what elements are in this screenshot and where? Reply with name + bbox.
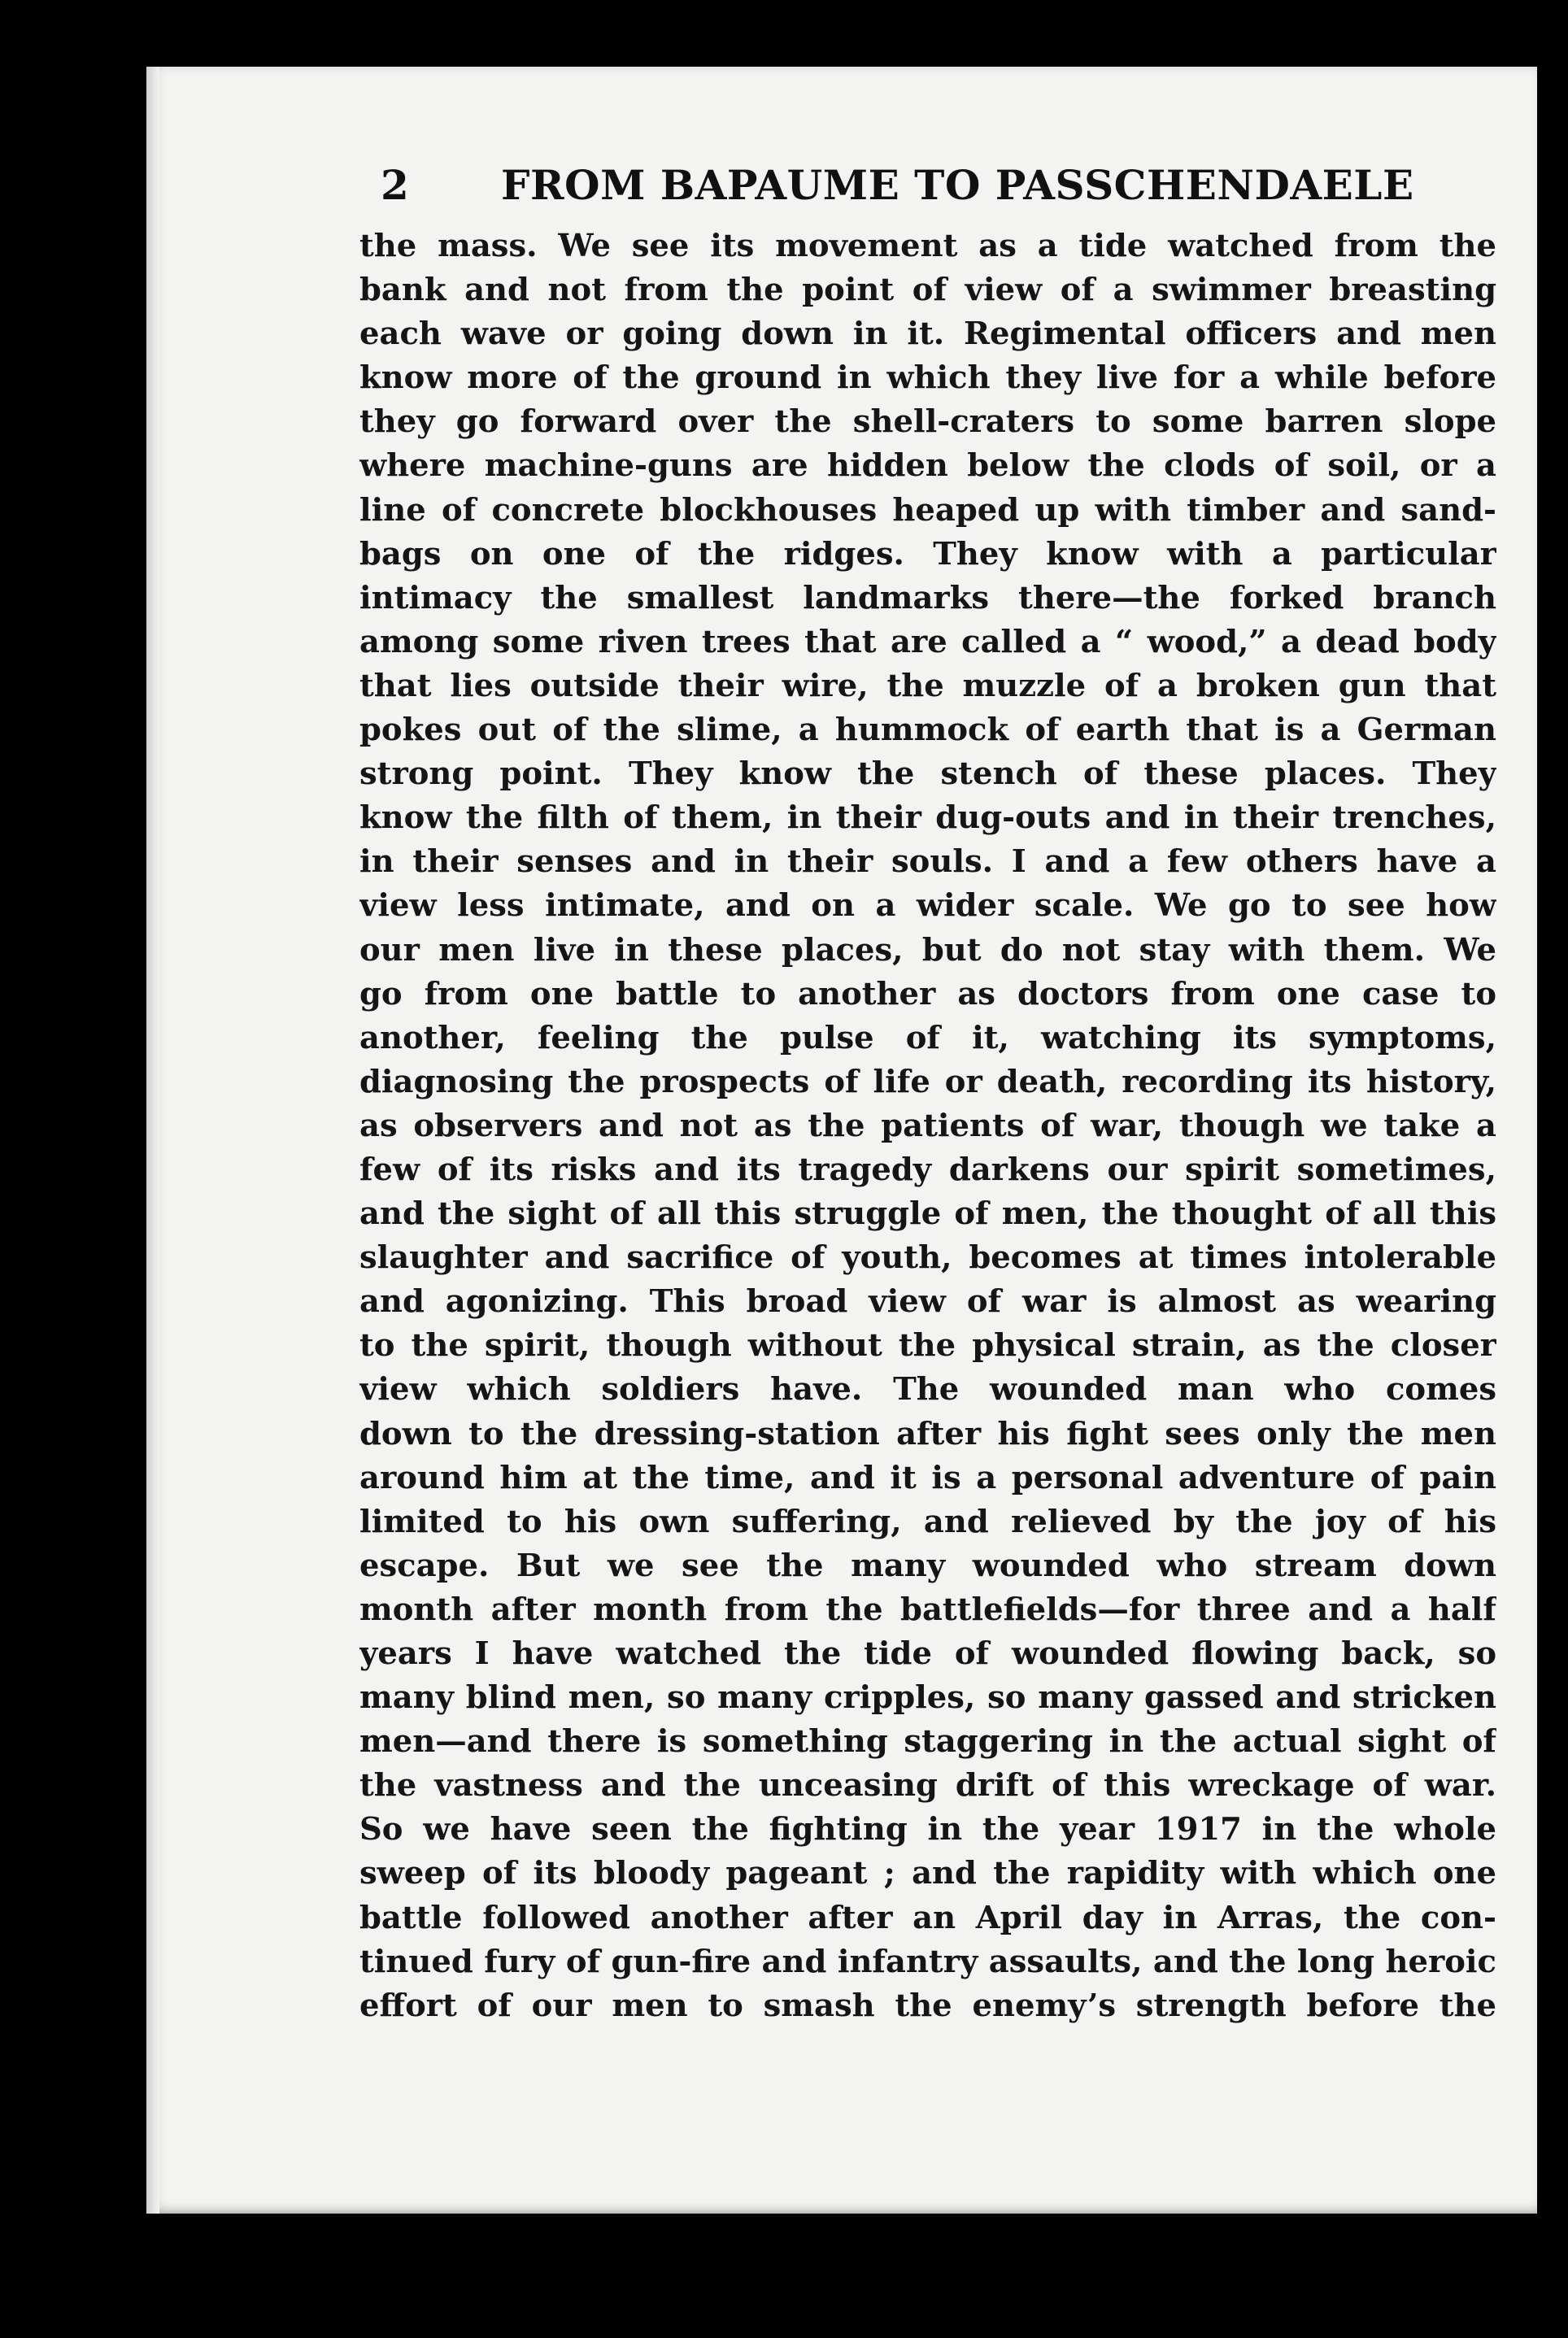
page-number: 2 — [381, 161, 410, 209]
text-line: the vastness and the unceasing drift of this wreckage of war. — [359, 1767, 1496, 1805]
text-line: line of concrete blockhouses heaped up with timber and sand- — [359, 491, 1496, 529]
text-line: know the filth of them, in their dug-outs and in their trenches, — [359, 799, 1496, 837]
text-line: go from one battle to another as doctors from one case to — [359, 975, 1496, 1012]
page-binding-edge — [146, 67, 159, 2214]
running-head — [381, 161, 1487, 218]
text-line: among some riven trees that are called a “ wood,” a dead body — [359, 623, 1496, 660]
running-title: FROM BAPAUME TO PASSCHENDAELE — [501, 161, 1414, 209]
text-line: each wave or going down in it. Regimental officers and men — [359, 316, 1496, 353]
text-line: where machine-guns are hidden below the clods of soil, or a — [359, 447, 1496, 485]
text-line: view which soldiers have. The wounded man who comes — [359, 1371, 1496, 1408]
text-line: effort of our men to smash the enemy’s strength before the — [359, 1987, 1496, 2024]
text-line: sweep of its bloody pageant ; and the rapidity with which one — [359, 1855, 1496, 1892]
text-line: know more of the ground in which they live for a while before — [359, 359, 1496, 397]
text-line: as observers and not as the patients of war, though we take a — [359, 1107, 1496, 1144]
text-line: and agonizing. This broad view of war is almost as wearing — [359, 1283, 1496, 1321]
text-line: diagnosing the prospects of life or death, recording its history, — [359, 1063, 1496, 1100]
body-text — [359, 224, 1496, 2028]
text-line: battle followed another after an April day in Arras, the con- — [359, 1899, 1496, 1936]
text-line: our men live in these places, but do not stay with them. We — [359, 931, 1496, 969]
text-line: tinued fury of gun-fire and infantry assaults, and the long heroic — [359, 1943, 1496, 1980]
text-line: view less intimate, and on a wider scale. We go to see how — [359, 887, 1496, 925]
text-line: another, feeling the pulse of it, watching its symptoms, — [359, 1019, 1496, 1056]
text-line: So we have seen the fighting in the year 1917 in the whole — [359, 1811, 1496, 1848]
text-line: the mass. We see its movement as a tide watched from the — [359, 228, 1496, 264]
text-line: month after month from the battlefields—for three and a half — [359, 1591, 1496, 1628]
text-line: many blind men, so many cripples, so many gassed and stricken — [359, 1679, 1496, 1717]
text-line: bags on one of the ridges. They know with a particular — [359, 535, 1496, 573]
text-line: and the sight of all this struggle of men, the thought of all this — [359, 1195, 1496, 1233]
text-line: men—and there is something staggering in the actual sight of — [359, 1723, 1496, 1761]
text-line: to the spirit, though without the physical strain, as the closer — [359, 1327, 1496, 1365]
text-line: pokes out of the slime, a hummock of earth that is a German — [359, 712, 1496, 749]
text-line: intimacy the smallest landmarks there—the forked branch — [359, 579, 1496, 616]
text-line: in their senses and in their souls. I and a few others have a — [359, 843, 1496, 881]
text-line: slaughter and sacrifice of youth, becomes at times intolerable — [359, 1239, 1496, 1277]
text-line: few of its risks and its tragedy darkens our spirit sometimes, — [359, 1151, 1496, 1188]
text-line: around him at the time, and it is a personal adventure of pain — [359, 1459, 1496, 1496]
text-line: they go forward over the shell-craters to some barren slope — [359, 403, 1496, 441]
text-line: strong point. They know the stench of these places. They — [359, 755, 1496, 793]
text-line: escape. But we see the many wounded who stream down — [359, 1547, 1496, 1584]
text-line: down to the dressing-station after his fight sees only the men — [359, 1415, 1496, 1452]
text-line: that lies outside their wire, the muzzle of a broken gun that — [359, 667, 1496, 704]
text-line: limited to his own suffering, and relieved by the joy of his — [359, 1503, 1496, 1540]
text-line: bank and not from the point of view of a swimmer breasting — [359, 272, 1496, 309]
text-line: years I have watched the tide of wounded flowing back, so — [359, 1635, 1496, 1672]
